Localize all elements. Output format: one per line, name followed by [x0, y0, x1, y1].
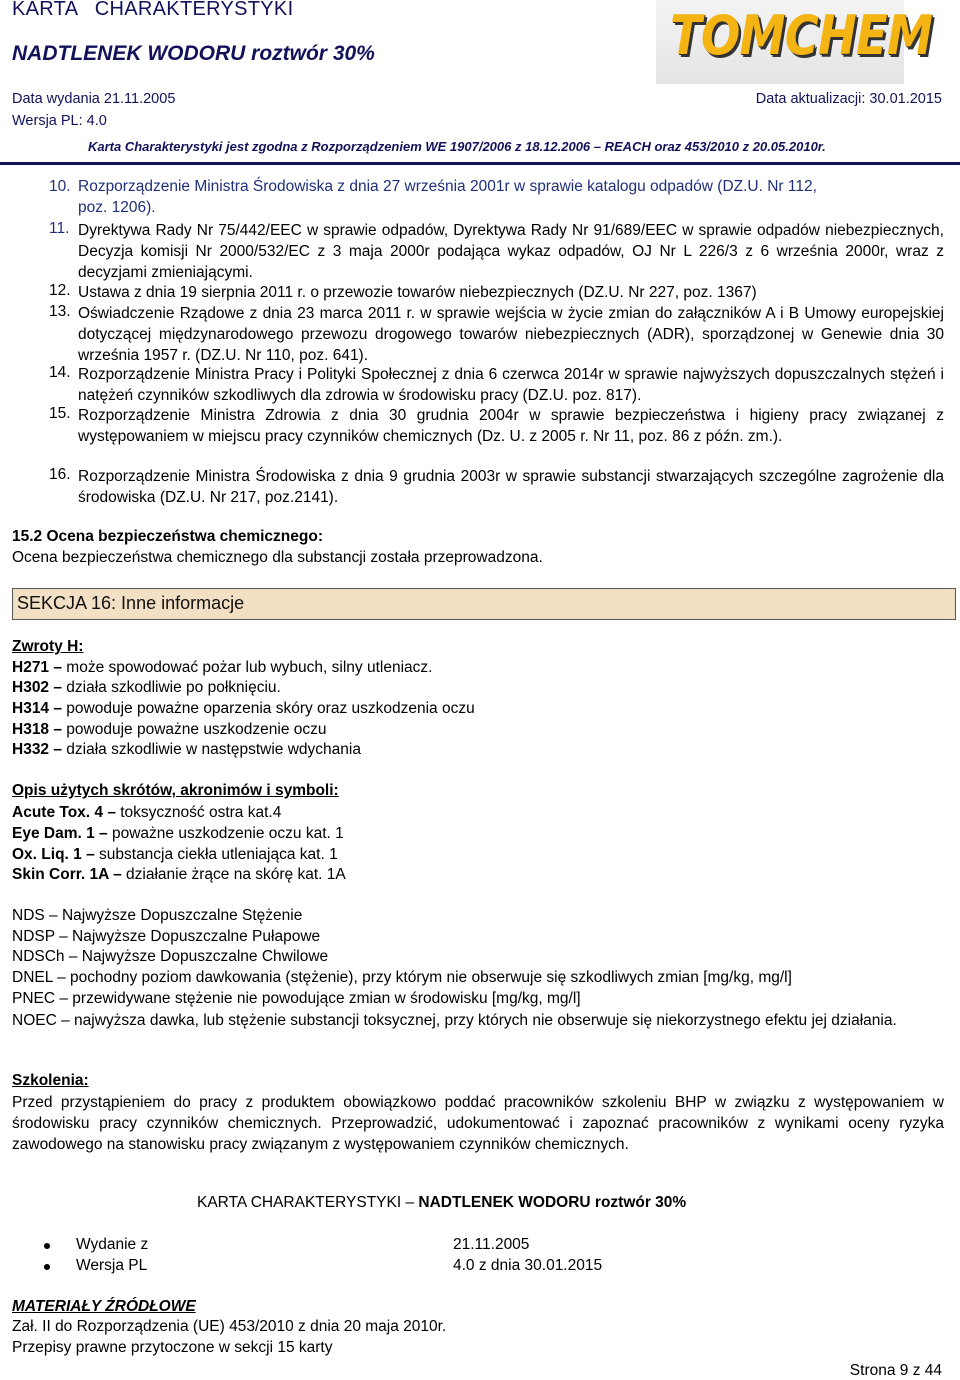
list-item: Dyrektywa Rady Nr 75/442/EEC w sprawie odpadów, Dyrektywa Rady Nr 91/689/EEC w sprawie odpadów niebezpiecznych, Decyzja komisji Nr 2000/532/EC z 3 maja 2000r podająca wykaz odpadów, OJ Nr L 226/3 z 6 września 2000r, wraz z decyzjami zmieniającymi. [78, 222, 944, 281]
h-code: H271 – [12, 659, 62, 676]
training-text: Przed przystąpieniem do pracy z produktem obowiązkowo poddać pracowników szkoleniu BHP w związku z występowaniem w środowisku pracy czynników chemicznych. Przeprowadzić, udokumentować i zapoznać pracowników z wynikami oceny ryzyka zawodowego na stanowisku pracy związanym z występowaniem czynników chemicznych. [12, 1094, 944, 1153]
h-phrase [12, 679, 281, 697]
class-text: działanie żrące na skórę kat. 1A [126, 866, 346, 883]
abbreviations-heading: Opis użytych skrótów, akronimów i symboli: [12, 782, 339, 799]
card-prefix: KARTA CHARAKTERYSTYKI [197, 1194, 402, 1211]
acronym-item: NDSCh – Najwyższe Dopuszczalne Chwilowe [12, 948, 329, 965]
h-code: H314 – [12, 700, 62, 717]
version-label: Wydanie z [76, 1236, 149, 1253]
training-heading: Szkolenia: [12, 1072, 89, 1089]
issue-date: Data wydania 21.11.2005 [12, 91, 176, 107]
version-label: Wersja PL: 4.0 [12, 113, 107, 129]
h-phrase [12, 741, 361, 759]
version-label: Wersja PL [76, 1257, 148, 1274]
list-item: Rozporządzenie Ministra Zdrowia z dnia 30 grudnia 2004r w sprawie bezpieczeństwa i higieny pracy związanej z występowaniem w miejscu pracy czynników chemicznych (Dz. U. z 2005 r. Nr 11, poz. 86 z późn. zm.). [78, 407, 944, 445]
h-text: działa szkodliwie w następstwie wdychania [66, 741, 361, 758]
hazard-class [12, 866, 346, 884]
class-code: Ox. Liq. 1 – [12, 846, 95, 863]
list-number: 12. [49, 282, 71, 299]
list-number: 10. [49, 178, 71, 195]
source-item: Przepisy prawne przytoczone w sekcji 15 karty [12, 1339, 333, 1356]
list-item: Rozporządzenie Ministra Środowiska z dnia 9 grudnia 2003r w sprawie substancji stwarzających szczególne zagrożenie dla środowiska (DZ.U. Nr 217, poz.2141). [78, 468, 944, 506]
h-code: H318 – [12, 721, 62, 738]
hazard-class [12, 846, 338, 864]
list-number: 11. [49, 220, 70, 237]
list-item-line: poz. 1206). [78, 199, 156, 216]
h-text: powoduje poważne oparzenia skóry oraz uszkodzenia oczu [66, 700, 475, 717]
acronym-item: DNEL – pochodny poziom dawkowania (stężenie), przy którym nie obserwuje się szkodliwych zmian [mg/kg, mg/l] [12, 969, 792, 986]
source-item: Zał. II do Rozporządzenia (UE) 453/2010 z dnia 20 maja 2010r. [12, 1318, 447, 1335]
product-title: NADTLENEK WODORU roztwór 30% [12, 42, 375, 65]
card-product: NADTLENEK WODORU roztwór 30% [418, 1194, 687, 1211]
list-item: Oświadczenie Rządowe z dnia 23 marca 2011 r. w sprawie wejścia w życie zmian do załączników A i B Umowy europejskiej dotyczącej międzynarodowego przewozu drogowego towarów niebezpiecznych (ADR), sporządzonej w Genewie dnia 30 września 1957 r. (DZ.U. Nr 110, poz. 641). [78, 305, 944, 364]
list-number: 14. [49, 364, 71, 381]
list-item: Ustawa z dnia 19 sierpnia 2011 r. o przewozie towarów niebezpiecznych (DZ.U. Nr 227, poz. 1367) [78, 284, 757, 301]
logo-text: TOMCHEM [670, 4, 933, 67]
class-code: Eye Dam. 1 – [12, 825, 108, 842]
class-text: toksyczność ostra kat.4 [120, 804, 282, 821]
list-number: 15. [49, 405, 71, 422]
header-divider [0, 162, 960, 165]
class-code: Skin Corr. 1A – [12, 866, 122, 883]
h-phrase [12, 659, 432, 677]
version-value: 4.0 z dnia 30.01.2015 [453, 1257, 603, 1274]
acronym-item: NDS – Najwyższe Dopuszczalne Stężenie [12, 907, 303, 924]
h-phrases-heading: Zwroty H: [12, 638, 84, 655]
list-item-line: Rozporządzenie Ministra Środowiska z dnia 27 września 2001r w sprawie katalogu odpadów (DZ.U. Nr 112, [78, 178, 817, 195]
acronym-item: NDSP – Najwyższe Dopuszczalne Pułapowe [12, 928, 321, 945]
assessment-text: Ocena bezpieczeństwa chemicznego dla substancji została przeprowadzona. [12, 549, 543, 566]
h-text: działa szkodliwie po połknięciu. [66, 679, 281, 696]
acronym-item: NOEC – najwyższa dawka, lub stężenie substancji toksycznej, przy których nie obserwuje się niekorzystnego efektu jej działania. [12, 1012, 897, 1029]
assessment-heading: 15.2 Ocena bezpieczeństwa chemicznego: [12, 528, 323, 545]
hazard-class [12, 804, 281, 822]
regulation-note: Karta Charakterystyki jest zgodna z Rozporządzeniem WE 1907/2006 z 18.12.2006 – REACH oraz 453/2010 z 20.05.2010r. [88, 139, 826, 154]
h-code: H302 – [12, 679, 62, 696]
version-value: 21.11.2005 [453, 1236, 530, 1253]
bullet [44, 1243, 50, 1249]
section-16-header [12, 588, 956, 620]
h-phrase [12, 721, 327, 739]
list-number: 16. [49, 466, 71, 483]
list-item: Rozporządzenie Ministra Pracy i Polityki Społecznej z dnia 6 czerwca 2014r w sprawie najwyższych dopuszczalnych stężeń i natężeń czynników szkodliwych dla zdrowia w środowisku pracy (DZ.U. poz. 817). [78, 366, 944, 404]
h-code: H332 – [12, 741, 62, 758]
h-text: może spowodować pożar lub wybuch, silny utleniacz. [66, 659, 433, 676]
class-text: poważne uszkodzenie oczu kat. 1 [111, 825, 344, 842]
h-text: powoduje poważne uszkodzenie oczu [66, 721, 327, 738]
hazard-class [12, 825, 344, 843]
h-phrase [12, 700, 475, 718]
page-number: Strona 9 z 44 [849, 1362, 942, 1379]
class-text: substancja ciekła utleniająca kat. 1 [99, 846, 338, 863]
company-logo [656, 0, 933, 84]
section-16-title: SEKCJA 16: Inne informacje [17, 593, 245, 613]
class-code: Acute Tox. 4 – [12, 804, 116, 821]
acronym-item: PNEC – przewidywane stężenie nie powodujące zmian w środowisku [mg/kg, mg/l] [12, 990, 581, 1007]
list-number: 13. [49, 303, 71, 320]
document-type-title: KARTA CHARAKTERYSTYKI [12, 0, 294, 20]
card-caption: KARTA CHARAKTERYSTYKI – NADTLENEK WODORU roztwór 30% [197, 1194, 687, 1211]
bullet [44, 1264, 50, 1270]
update-date: Data aktualizacji: 30.01.2015 [755, 91, 942, 107]
sources-heading: MATERIAŁY ŹRÓDŁOWE [12, 1298, 196, 1315]
